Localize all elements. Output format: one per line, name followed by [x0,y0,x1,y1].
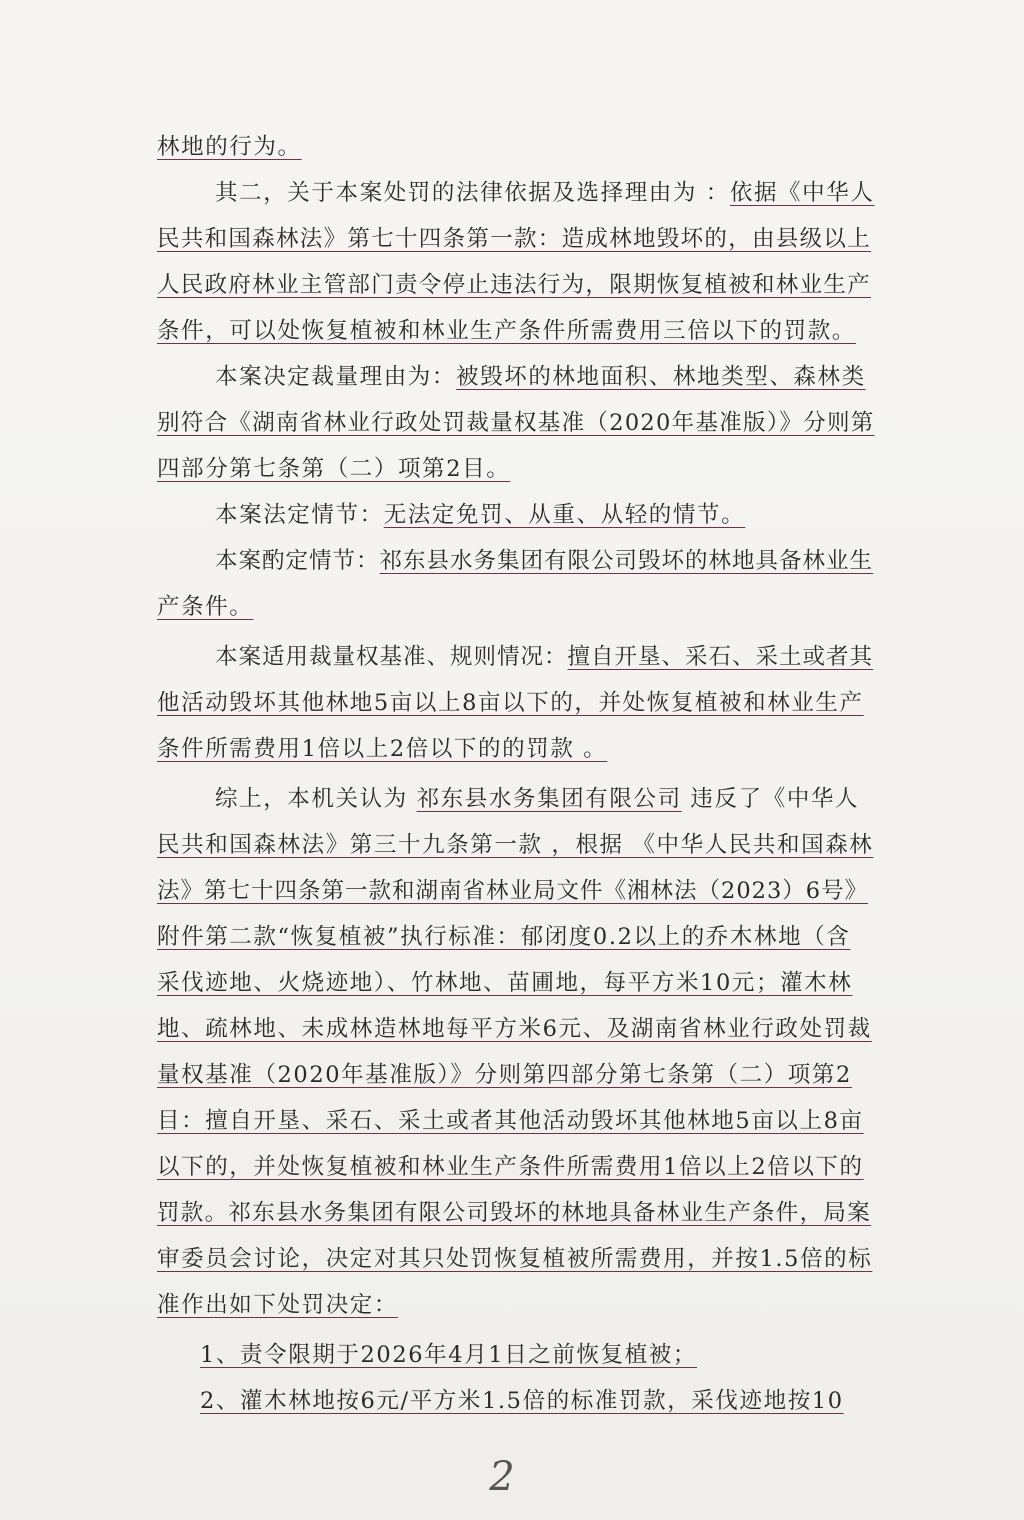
text-line [157,680,875,726]
underlined-text: 民共和国森林法》第三十九条第一款 ，根据 《中华人民共和国森林 [157,832,874,858]
underlined-text: 采伐迹地、火烧迹地）、竹林地、苗圃地，每平方米10元；灌木林 [157,970,853,996]
underlined-text: 四部分第七条第（二）项第2目。 [157,456,511,482]
underlined-text: 条件所需费用1倍以上2倍以下的的罚款 。 [157,736,608,762]
text-line [157,1282,875,1328]
text-line [157,726,875,772]
underlined-text: 祁东县水务集团有限公司 [416,786,682,812]
text-line [215,170,875,216]
underlined-text: 人民政府林业主管部门责令停止违法行为，限期恢复植被和林业生产 [157,272,872,298]
text-line [157,584,875,630]
text-line [215,634,875,680]
underlined-text: 被毁坏的林地面积、林地类型、森林类 [456,364,866,390]
underlined-text: 地、疏林地、未成林造林地每平方米6元、及湖南省林业行政处罚裁 [157,1016,872,1042]
underlined-text: 擅自开垦、采石、采土或者其 [567,644,874,670]
underlined-text: 产条件。 [157,594,254,620]
underlined-text: 他活动毁坏其他林地5亩以上8亩以下的，并处恢复植被和林业生产 [157,690,864,716]
underlined-text: 2、灌木林地按6元/平方米1.5倍的标准罚款，采伐迹地按10 [200,1388,844,1414]
page-number: 2 [489,1454,515,1500]
underlined-text: 别符合《湖南省林业行政处罚裁量权基准（2020年基准版）》分则第 [157,410,875,436]
underlined-text: 准作出如下处罚决定： [157,1292,399,1318]
underlined-text: 民共和国森林法》第七十四条第一款：造成林地毁坏的，由县级以上 [157,226,872,252]
text-line [157,1052,875,1098]
text-line [215,538,875,584]
underlined-text: 林地的行为。 [157,134,302,160]
underlined-text: 审委员会讨论，决定对其只处罚恢复植被所需费用，并按1.5倍的标 [157,1246,873,1272]
text-line [157,1006,875,1052]
plain-text: 违反了《中华人 [681,786,860,812]
text-line [200,1332,875,1378]
underlined-text: 祁东县水务集团有限公司毁坏的林地具备林业生 [379,548,874,574]
text-line [215,354,875,400]
text-line [157,262,875,308]
underlined-text: 1、责令限期于2026年4月1日之前恢复植被； [200,1342,698,1368]
underlined-text: 法》第七十四条第一款和湖南省林业局文件《湘林法（2023）6号》 [157,878,869,904]
text-line [157,1190,875,1236]
plain-text: 本案酌定情节： [215,548,380,574]
text-line [157,960,875,1006]
plain-text: 本案决定裁量理由为： [215,364,457,390]
text-line [157,308,875,354]
text-line [157,216,875,262]
text-line [157,1236,875,1282]
text-line [157,914,875,960]
underlined-text: 以下的，并处恢复植被和林业生产条件所需费用1倍以上2倍以下的 [157,1154,864,1180]
underlined-text: 量权基准（2020年基准版）》分则第四部分第七条第（二）项第2 [157,1062,852,1088]
text-line [157,400,875,446]
plain-text: 本案法定情节： [215,502,384,528]
text-line [157,124,875,170]
underlined-text: 附件第二款“恢复植被”执行标准：郁闭度0.2以上的乔木林地（含 [157,924,851,950]
plain-text: 其二，关于本案处罚的法律依据及选择理由为 ： [215,180,730,206]
underlined-text: 罚款。祁东县水务集团有限公司毁坏的林地具备林业生产条件，局案 [157,1200,872,1226]
underlined-text: 无法定免罚、从重、从轻的情节。 [383,502,746,528]
text-line [200,1378,875,1424]
text-line [157,446,875,492]
text-line [157,1098,875,1144]
underlined-text: 目：擅自开垦、采石、采土或者其他活动毁坏其他林地5亩以上8亩 [157,1108,864,1134]
text-line [157,822,875,868]
plain-text: 综上，本机关认为 [215,786,417,812]
text-line [215,492,875,538]
underlined-text: 条件，可以处恢复植被和林业生产条件所需费用三倍以下的罚款。 [157,318,856,344]
plain-text: 本案适用裁量权基准、规则情况： [215,644,568,670]
text-line [157,1144,875,1190]
text-line [215,776,875,822]
underlined-text: 依据《中华人 [729,180,875,206]
text-line [157,868,875,914]
